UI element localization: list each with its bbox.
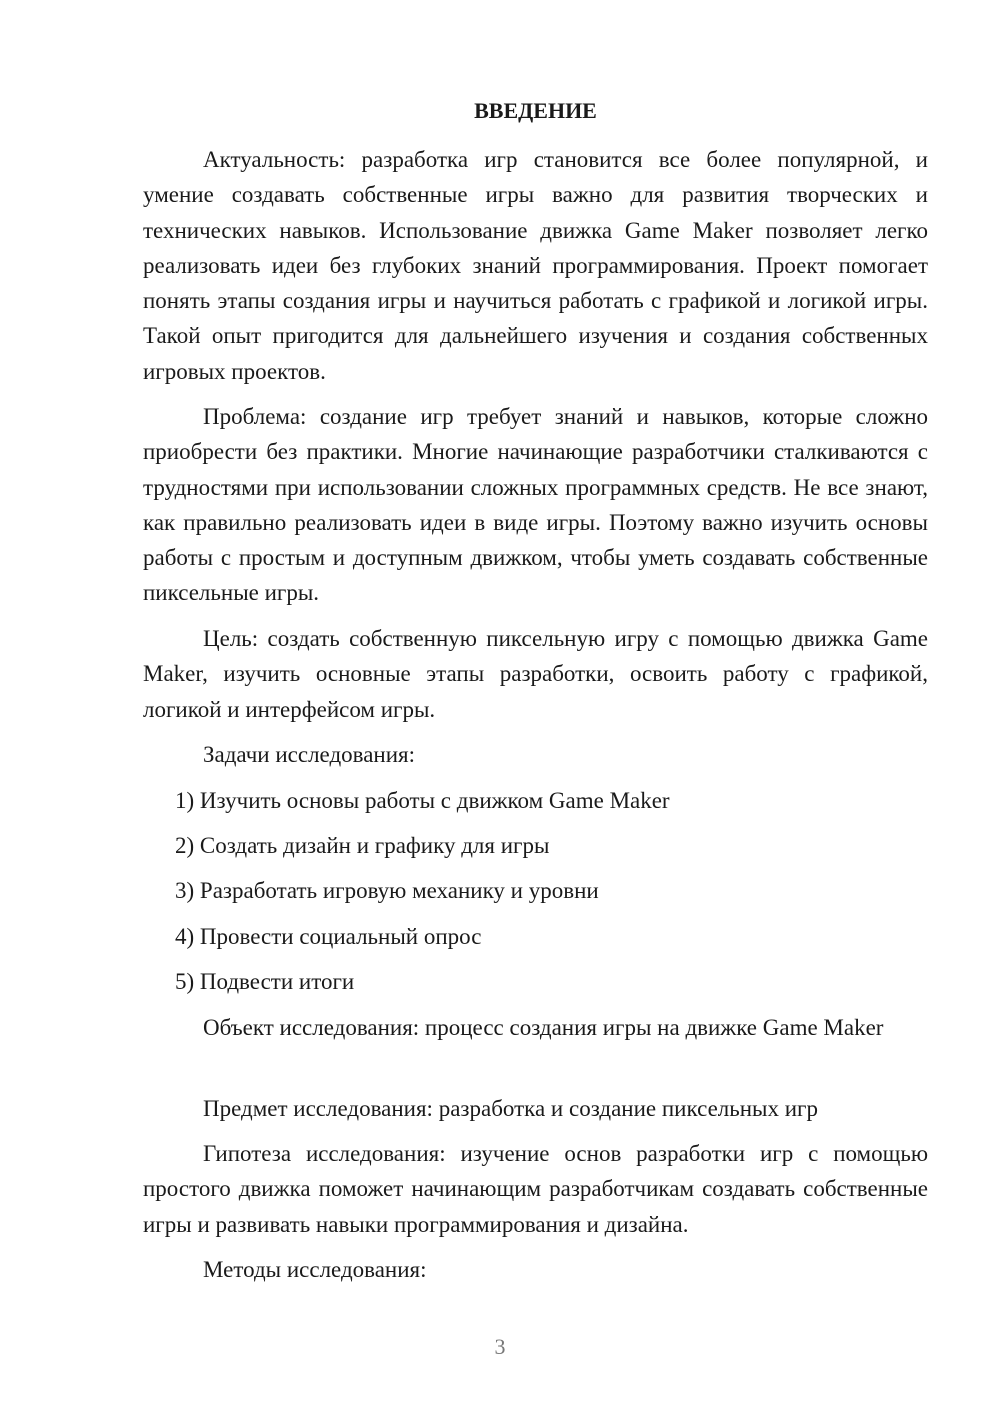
task-item: 2) Создать дизайн и графику для игры xyxy=(175,833,550,858)
page-number: 3 xyxy=(494,1334,506,1359)
methods-heading: Методы исследования: xyxy=(203,1257,427,1282)
task-item: 1) Изучить основы работы с движком Game Maker xyxy=(175,788,670,813)
hypothesis-paragraph: Гипотеза исследования: изучение основ разработки игр с помощью простого движка поможет начинающим разработчикам создавать собственные игры и развивать навыки программирования и дизайна. xyxy=(143,1141,928,1237)
task-item: 4) Провести социальный опрос xyxy=(175,924,482,949)
task-item: 5) Подвести итоги xyxy=(175,969,355,994)
object-paragraph: Объект исследования: процесс создания игры на движке Game Maker xyxy=(203,1015,884,1040)
problem-paragraph: Проблема: создание игр требует знаний и навыков, которые сложно приобрести без практики. Многие начинающие разработчики сталкиваются с трудностями при использовании сложных программных средств. Не все знают, как правильно реализовать идеи в виде игры. Поэтому важно изучить основы работы с простым и доступным движком, чтобы уметь создавать собственные пиксельные игры. xyxy=(143,404,928,606)
relevance-paragraph: Актуальность: разработка игр становится все более популярной, и умение создавать собственные игры важно для развития творческих и технических навыков. Использование движка Game Maker позволяет легко реализовать идеи без глубоких знаний программирования. Проект помогает понять этапы создания игры и научиться работать с графикой и логикой игры. Такой опыт пригодится для дальнейшего изучения и создания собственных игровых проектов. xyxy=(143,147,928,384)
subject-paragraph: Предмет исследования: разработка и создание пиксельных игр xyxy=(203,1096,818,1121)
goal-paragraph: Цель: создать собственную пиксельную игру с помощью движка Game Maker, изучить основные этапы разработки, освоить работу с графикой, логикой и интерфейсом игры. xyxy=(143,626,928,722)
page-title: ВВЕДЕНИЕ xyxy=(474,98,597,123)
task-item: 3) Разработать игровую механику и уровни xyxy=(175,878,599,903)
tasks-heading: Задачи исследования: xyxy=(203,742,416,767)
